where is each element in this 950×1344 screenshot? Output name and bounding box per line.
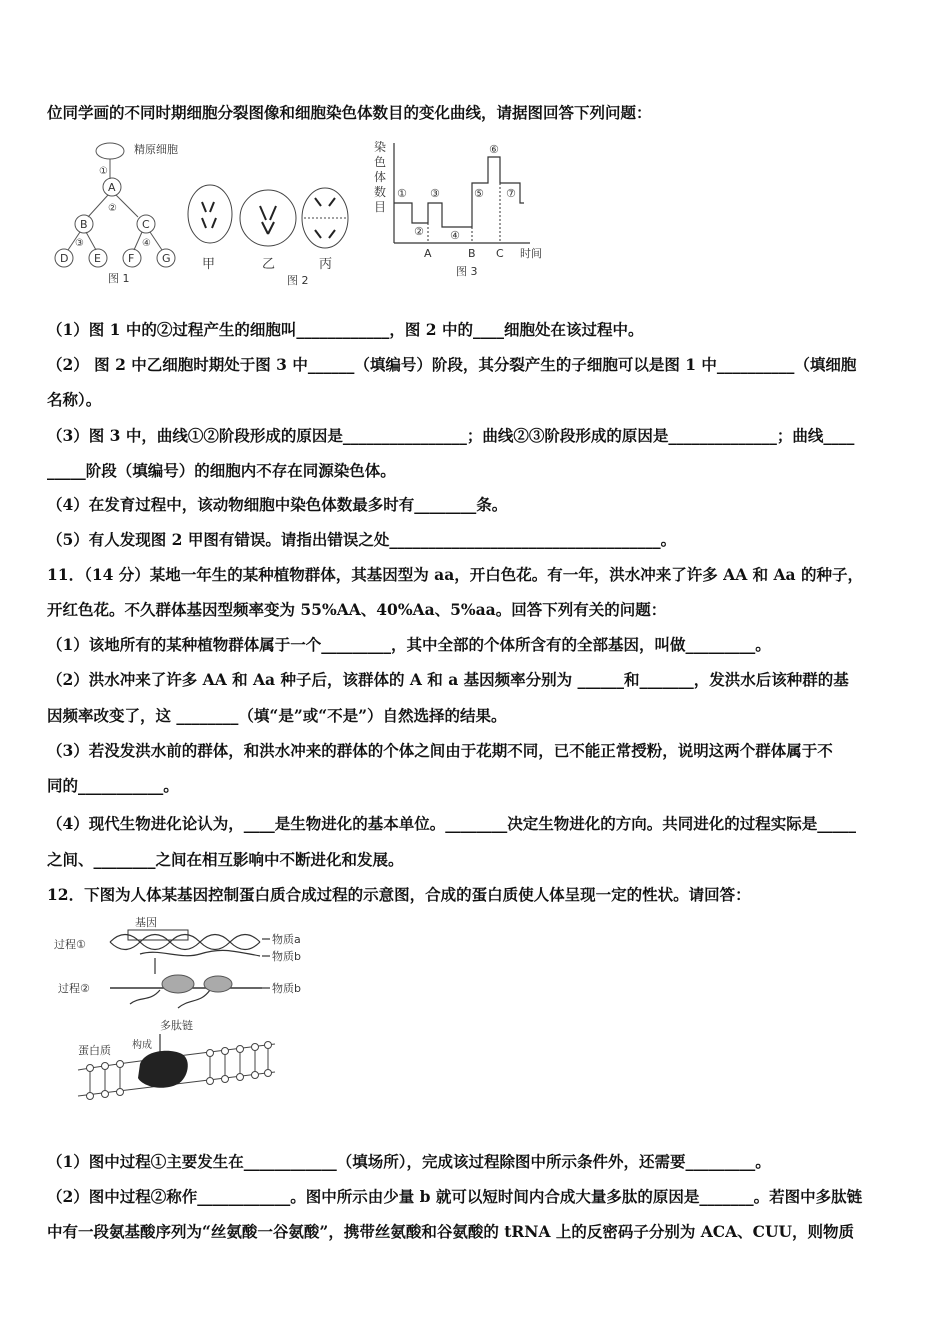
fig1-node-E: E	[94, 252, 101, 265]
ribosome-2	[204, 976, 232, 992]
ribosome-1	[162, 975, 194, 993]
sperm-progenitor-cell	[96, 143, 124, 159]
fig3-stage-5: ⑤	[474, 187, 484, 200]
q11-line6: （3）若没发洪水前的群体，和洪水冲来的群体的个体之间由于花期不同，已不能正常授粉，说明这两个群体属于不	[47, 741, 833, 760]
fig2-caption: 图 2	[287, 274, 309, 287]
q11-line1: 11．（14 分）某地一年生的某种植物群体，其基因型为 aa，开白色花。有一年，洪水冲来了许多 AA 和 Aa 的种子，	[47, 565, 863, 584]
q11-line7: 同的___________。	[47, 776, 179, 795]
q12-line4: 中有一段氨基酸序列为“丝氨酸一谷氨酸”，携带丝氨酸和谷氨酸的 tRNA 上的反密码子分别为 ACA、CUU，则物质	[47, 1222, 855, 1241]
fig3-tick-A: A	[424, 247, 432, 260]
label-substance-a: 物质a	[272, 933, 301, 946]
figure-1-diagram	[50, 135, 190, 290]
q10-part2-line1: （2） 图 2 中乙细胞时期处于图 3 中______（填编号）阶段，其分裂产生的子细胞可以是图 1 中__________（填细胞	[47, 355, 857, 374]
q11-line5: 因频率改变了，这 ________（填“是”或“不是”）自然选择的结果。	[47, 706, 507, 725]
label-protein: 蛋白质	[78, 1044, 111, 1057]
fig3-stage-6: ⑥	[489, 143, 499, 156]
fig3-stage-4: ④	[450, 229, 460, 242]
fig3-curve	[394, 157, 524, 227]
q10-part5: （5）有人发现图 2 甲图有错误。请指出错误之处___________________________________。	[47, 530, 677, 549]
fig3-stage-2: ②	[414, 225, 424, 238]
fig3-tick-B: B	[468, 247, 476, 260]
fig3-ylabel-3: 体	[374, 170, 387, 184]
fig1-node-C: C	[142, 218, 150, 231]
fig1-step-4: ④	[142, 238, 151, 249]
fig3-stage-7: ⑦	[506, 187, 516, 200]
fig2-cell-bing: 丙	[319, 257, 333, 272]
gene-expression-diagram	[50, 912, 330, 1122]
fig3-ylabel-5: 目	[374, 200, 387, 214]
fig2-cell-yi: 乙	[262, 257, 276, 272]
cell-yi-outline	[240, 190, 296, 246]
fig1-node-G: G	[162, 252, 171, 265]
fig1-node-D: D	[60, 252, 69, 265]
fig1-top-label: 精原细胞	[134, 143, 178, 156]
fig1-node-F: F	[128, 252, 135, 265]
q10-part3-line1: （3）图 3 中，曲线①②阶段形成的原因是________________；曲线②③阶段形成的原因是______________；曲线____	[47, 426, 855, 445]
label-polypeptide: 多肽链	[160, 1019, 193, 1032]
q12-line1: 12．下图为人体某基因控制蛋白质合成过程的示意图，合成的蛋白质使人体呈现一定的性状。请回答：	[47, 885, 751, 904]
label-substance-b-1: 物质b	[272, 950, 301, 963]
fig1-step-3: ③	[75, 238, 84, 249]
fig2-cell-jia: 甲	[202, 257, 216, 272]
q11-line9: 之间、________之间在相互影响中不断进化和发展。	[47, 850, 404, 869]
fig3-ylabel-2: 色	[374, 155, 387, 169]
figure-3-chromosome-curve	[370, 135, 565, 283]
q11-line4: （2）洪水冲来了许多 AA 和 Aa 种子后，该群体的 A 和 a 基因频率分别为 ______和_______，发洪水后该种群的基	[47, 670, 849, 689]
q10-part1: （1）图 1 中的②过程产生的细胞叫____________，图 2 中的____细胞处在该过程中。	[47, 320, 644, 339]
fig3-xlabel: 时间	[520, 247, 542, 260]
label-constitute: 构成	[132, 1040, 152, 1051]
figure-2-cells	[182, 178, 357, 290]
protein-blob	[138, 1051, 188, 1088]
q11-line3: （1）该地所有的某种植物群体属于一个_________，其中全部的个体所含有的全部基因，叫做_________。	[47, 635, 771, 654]
fig1-node-A: A	[108, 181, 116, 194]
fig1-step-2: ②	[108, 203, 117, 214]
q10-part3-line2: _____阶段（填编号）的细胞内不存在同源染色体。	[47, 461, 396, 480]
q10-part4: （4）在发育过程中，该动物细胞中染色体数最多时有________条。	[47, 495, 508, 514]
fig1-caption: 图 1	[108, 272, 130, 285]
mrna-strand	[140, 950, 260, 956]
polypeptide-chain-1	[130, 990, 160, 1004]
fig3-stage-1: ①	[397, 187, 407, 200]
fig1-node-B: B	[80, 218, 88, 231]
q11-line8: （4）现代生物进化论认为，____是生物进化的基本单位。________决定生物进化的方向。共同进化的过程实际是_____	[47, 814, 857, 833]
cell-jia-outline	[188, 185, 232, 243]
label-gene: 基因	[135, 916, 157, 929]
fig3-tick-C: C	[496, 247, 504, 260]
fig3-ylabel-1: 染	[374, 140, 387, 154]
q12-line2: （1）图中过程①主要发生在____________（填场所），完成该过程除图中所示条件外，还需要_________。	[47, 1152, 771, 1171]
intro-text: 位同学画的不同时期细胞分裂图像和细胞染色体数目的变化曲线，请据图回答下列问题：	[47, 103, 652, 122]
fig3-stage-3: ③	[430, 187, 440, 200]
q11-line2: 开红色花。不久群体基因型频率变为 55%AA、40%Aa、5%aa。回答下列有关的问题：	[47, 600, 667, 619]
fig3-ylabel-4: 数	[374, 185, 387, 199]
q12-line3: （2）图中过程②称作____________。图中所示由少量 b 就可以短时间内合成大量多肽的原因是_______。若图中多肽链	[47, 1187, 863, 1206]
label-process-2: 过程②	[58, 982, 90, 995]
fig1-step-1: ①	[99, 166, 108, 177]
q10-part2-line2: 名称）。	[47, 390, 102, 409]
label-process-1: 过程①	[54, 938, 86, 951]
label-substance-b-2: 物质b	[272, 982, 301, 995]
fig3-caption: 图 3	[456, 265, 478, 278]
